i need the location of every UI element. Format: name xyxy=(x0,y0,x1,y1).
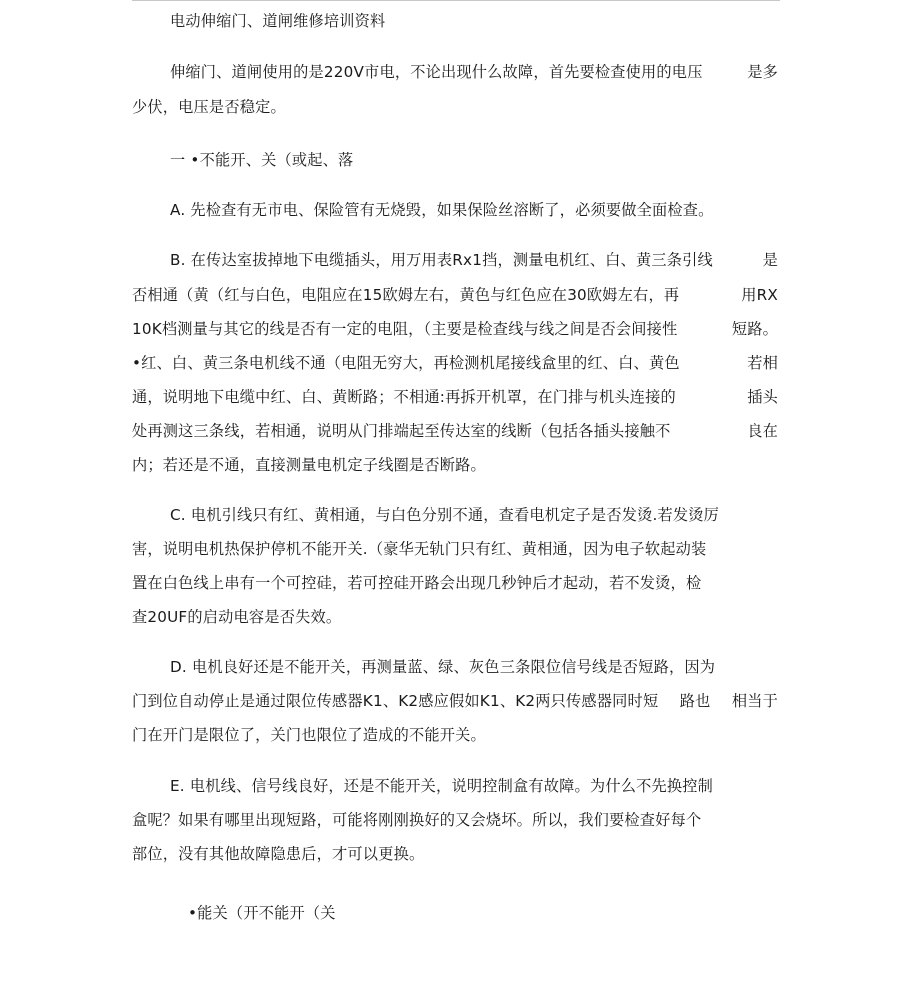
item-e-line-2: 盒呢？如果有哪里出现短路，可能将刚刚换好的又会烧坏。所以，我们要检查好每个 xyxy=(132,811,702,829)
item-c-line-2: 害，说明电机热保护停机不能开关.（豪华无轨门只有红、黄相通，因为电子软起动装 xyxy=(132,540,707,558)
item-b-line-3: 10K档测量与其它的线是否有一定的电阻，（主要是检查线与线之间是否会间接性 短路。 xyxy=(132,320,778,338)
item-d-line-2: 门到位自动停止是通过限位传感器K1、K2感应假如K1、K2两只传感器同时短 路也 相当于 xyxy=(132,692,778,710)
item-c-line-1: C. 电机引线只有红、黄相通，与白色分别不通，查看电机定子是否发烫.若发烫厉 xyxy=(170,506,720,524)
item-b-line-1: B. 在传达室拔掉地下电缆插头，用万用表Rx1挡，测量电机红、白、黄三条引线 是 xyxy=(170,251,778,269)
intro-line-1: 伸缩门、道闸使用的是220V市电，不论出现什么故障，首先要检查使用的电压 是多 xyxy=(170,63,778,81)
item-b-line-5: 通，说明地下电缆中红、白、黄断路；不相通:再拆开机罩，在门排与机头连接的 插头 xyxy=(132,388,778,406)
item-e-line-3: 部位，没有其他故障隐患后，才可以更换。 xyxy=(132,845,425,863)
page-top-rule xyxy=(132,0,780,1)
item-d-line-1: D. 电机良好还是不能开关，再测量蓝、绿、灰色三条限位信号线是否短路，因为 xyxy=(170,658,716,676)
item-e-line-1: E. 电机线、信号线良好，还是不能开关，说明控制盒有故障。为什么不先换控制 xyxy=(170,777,714,795)
intro-line-2: 少伏，电压是否稳定。 xyxy=(132,98,286,116)
item-b-line-6: 处再测这三条线，若相通，说明从门排端起至传达室的线断（包括各插头接触不 良在 xyxy=(132,422,778,440)
document-title: 电动伸缩门、道闸维修培训资料 xyxy=(170,12,386,30)
item-c-line-4: 查20UF的启动电容是否失效。 xyxy=(132,608,342,626)
item-a-paragraph: A. 先检查有无市电、保险管有无烧毁，如果保险丝溶断了，必须要做全面检查。 xyxy=(170,201,714,219)
item-b-line-4: •红、白、黄三条电机线不通（电阻无穷大，再检测机尾接线盒里的红、白、黄色 若相 xyxy=(132,354,778,372)
item-b-line-2: 否相通（黄（红与白色，电阻应在15欧姆左右，黄色与红色应在30欧姆左右，再 用RX xyxy=(132,286,778,304)
section-heading-2: •能关（开不能开（关 xyxy=(188,904,336,922)
item-d-line-3: 门在开门是限位了，关门也限位了造成的不能开关。 xyxy=(132,726,486,744)
item-b-line-7: 内；若还是不通，直接测量电机定子线圈是否断路。 xyxy=(132,456,486,474)
section-heading-1: 一 •不能开、关（或起、落 xyxy=(170,151,354,169)
item-c-line-3: 置在白色线上串有一个可控硅，若可控硅开路会出现几秒钟后才起动，若不发烫，检 xyxy=(132,574,702,592)
